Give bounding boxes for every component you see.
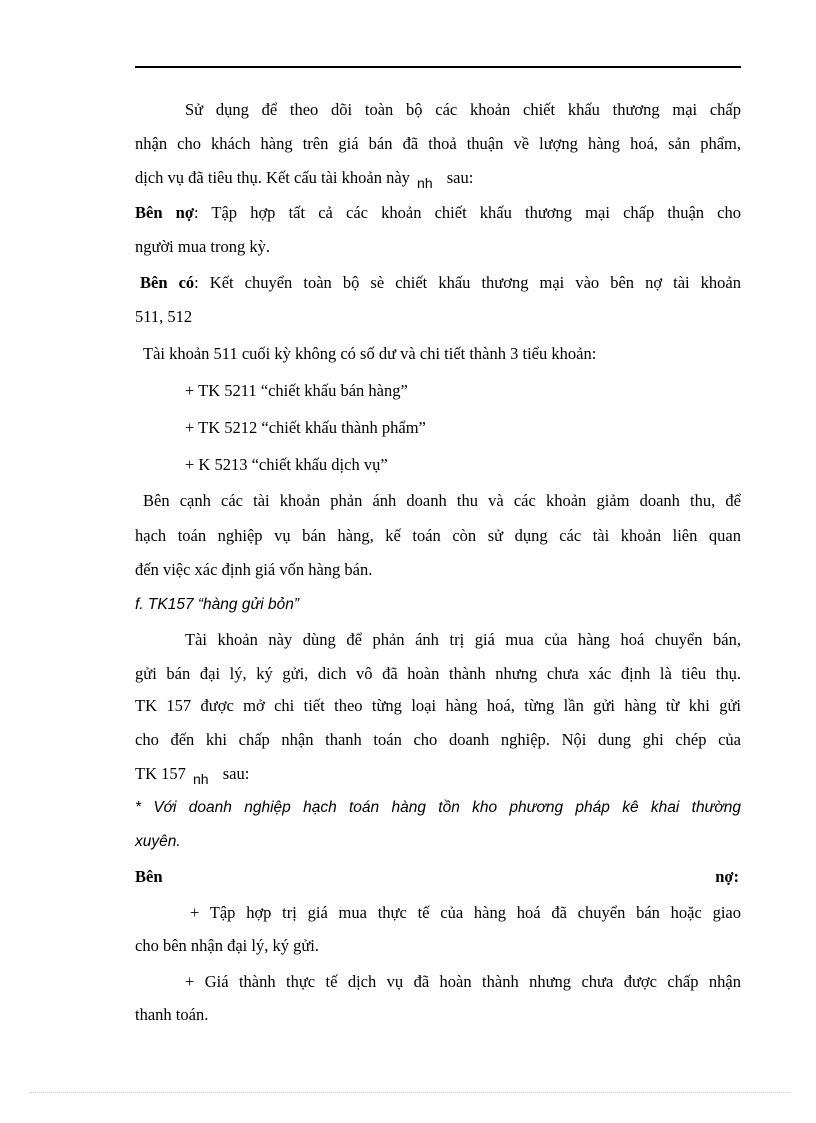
para1-line3-text: dịch vụ đã tiêu thụ. Kết cấu tài khoản này xyxy=(135,168,410,187)
item1-line1: + Tập hợp trị giá mua thực tế của hàng hoá đã chuyển bán hoặc giao xyxy=(190,903,741,922)
footer-dotted-rule xyxy=(30,1092,790,1093)
para2-line3: đến việc xác định giá vốn hàng bán. xyxy=(135,560,373,579)
ben-no-label: Bên nợ xyxy=(135,203,194,222)
para3-line4: cho đến khi chấp nhận thanh toán cho doanh nghiệp. Nội dung ghi chép của xyxy=(135,730,741,749)
ben-co-label: Bên có xyxy=(140,273,195,292)
para3-line5 xyxy=(135,764,250,787)
note-line1: * Với doanh nghiệp hạch toán hàng tồn kho phương pháp kê khai thường xyxy=(135,799,741,816)
para3-line1: Tài khoản này dùng để phản ánh trị giá mua của hàng hoá chuyển bán, xyxy=(185,630,741,649)
item2-line1: + Giá thành thực tế dịch vụ đã hoàn thành nhưng chưa được chấp nhận xyxy=(185,972,741,991)
ben-co-line2: 511, 512 xyxy=(135,307,193,326)
item2-line2: thanh toán. xyxy=(135,1005,209,1024)
para3-line5-end: sau: xyxy=(222,764,250,783)
header-rule xyxy=(135,66,741,68)
para1-line1: Sử dụng để theo dõi toàn bộ các khoản chiết khấu thương mại chấp xyxy=(185,100,741,119)
ben-no-2-left: Bên xyxy=(135,867,163,886)
para2-line1: Bên cạnh các tài khoản phản ánh doanh thu và các khoản giảm doanh thu, để xyxy=(143,491,741,510)
para1-line3-end: sau: xyxy=(446,168,474,187)
ben-no-text: : Tập hợp tất cả các khoản chiết khấu thương mại chấp thuận cho xyxy=(193,203,741,222)
para1-line3 xyxy=(135,168,474,191)
note-line2: xuyên. xyxy=(135,833,181,850)
ben-no-heading-2 xyxy=(135,867,739,887)
para3-line2: gửi bán đại lý, ký gửi, dich vô đã hoàn thành nhưng chưa xác định là tiêu thụ. xyxy=(135,664,741,683)
sub-account-5211: + TK 5211 “chiết khấu bán hàng” xyxy=(185,381,408,400)
para2-line2: hạch toán nghiệp vụ bán hàng, kế toán còn sử dụng các tài khoản liên quan xyxy=(135,526,741,545)
sub-account-5212: + TK 5212 “chiết khấu thành phẩm” xyxy=(185,418,426,437)
tk511-intro: Tài khoản 511 cuối kỳ không có số dư và chi tiết thành 3 tiểu khoản: xyxy=(143,344,597,363)
item1-line2: cho bên nhận đại lý, ký gửi. xyxy=(135,936,319,955)
ben-co-line1 xyxy=(140,273,741,293)
para3-line5-text: TK 157 xyxy=(135,764,186,783)
section-f-heading: f. TK157 “hàng gửi bỏn” xyxy=(135,596,300,613)
sub-account-5213: + K 5213 “chiết khấu dịch vụ” xyxy=(185,455,388,474)
para1-line2: nhận cho khách hàng trên giá bán đã thoả thuận về lượng hàng hoá, sản phẩm, xyxy=(135,134,741,153)
ben-co-text: : Kết chuyển toàn bộ sè chiết khấu thương mại vào bên nợ tài khoản xyxy=(194,273,741,292)
nh-abbrev-2: nh xyxy=(193,771,209,787)
ben-no-2-right: nợ: xyxy=(715,867,739,886)
ben-no-line2: người mua trong kỳ. xyxy=(135,237,270,256)
para3-line3: TK 157 được mở chi tiết theo từng loại hàng hoá, từng lần gửi hàng từ khi gửi xyxy=(135,696,741,715)
ben-no-line1 xyxy=(135,203,741,223)
nh-abbrev: nh xyxy=(417,175,433,191)
